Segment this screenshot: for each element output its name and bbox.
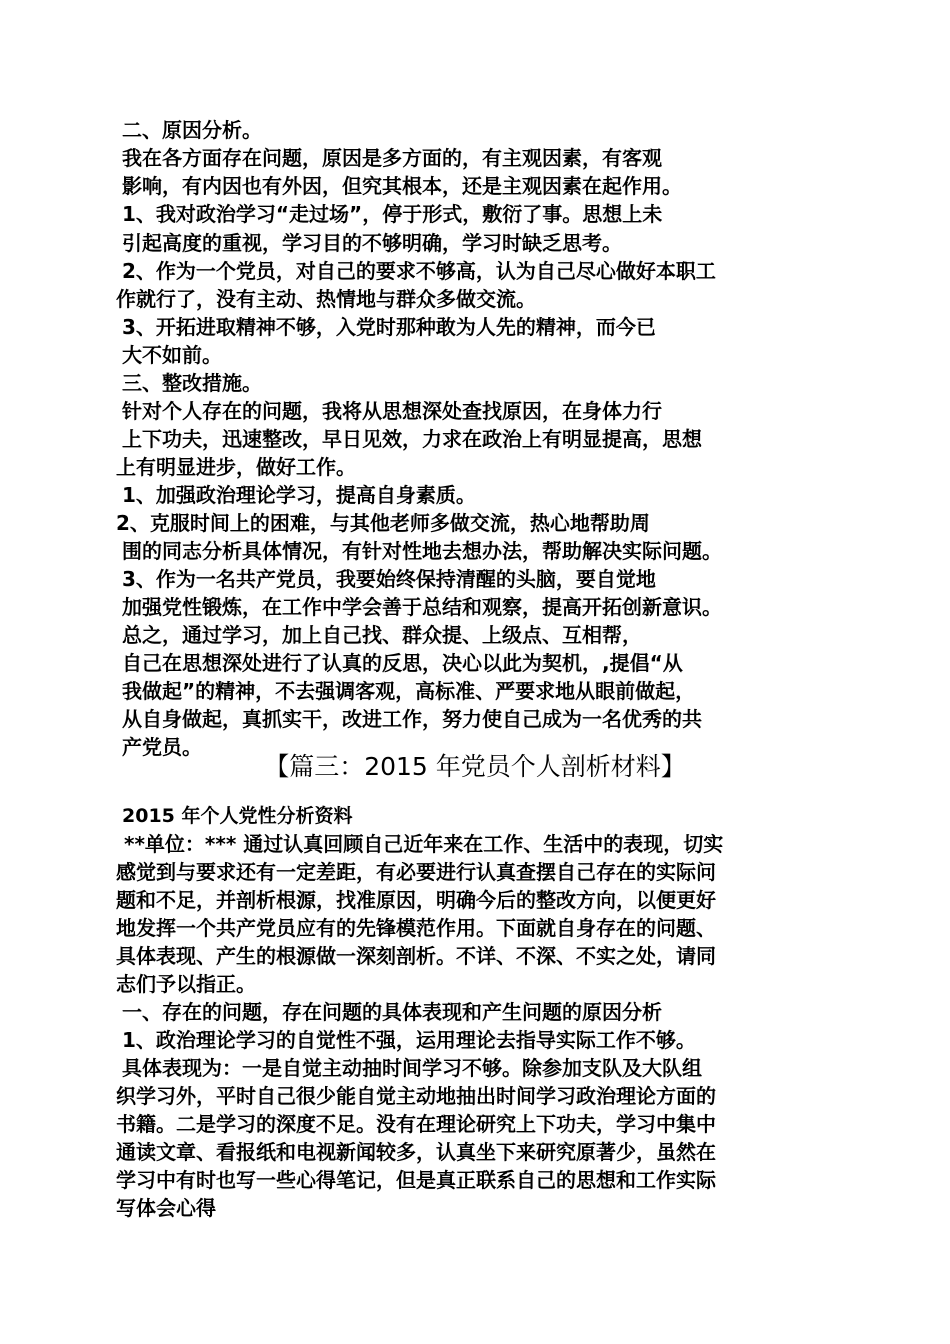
text-line: 大不如前。 [122, 343, 222, 367]
text-line: 具体表现、产生的根源做一深刻剖析。不详、不深、不实之处，请同 [116, 944, 716, 968]
text-line: 从自身做起，真抓实干，改进工作，努力使自己成为一名优秀的共 [122, 707, 702, 731]
heading-problems: 一、存在的问题，存在问题的具体表现和产生问题的原因分析 [122, 1000, 662, 1024]
text-line: 加强党性锻炼，在工作中学会善于总结和观察，提高开拓创新意识。 [122, 595, 722, 619]
text-line: **单位：*** 通过认真回顾自己近年来在工作、生活中的表现，切实 [124, 832, 724, 856]
text-line: 我做起”的精神，不去强调客观，高标准、严要求地从眼前做起， [122, 679, 696, 703]
text-line: 感觉到与要求还有一定差距，有必要进行认真查摆自己存在的实际问 [116, 860, 716, 884]
heading-cause-analysis: 二、原因分析。 [122, 118, 262, 142]
text-line: 学习中有时也写一些心得笔记，但是真正联系自己的思想和工作实际 [116, 1168, 716, 1192]
text-line: 通读文章、看报纸和电视新闻较多，认真坐下来研究原著少，虽然在 [116, 1140, 716, 1164]
heading-rectification: 三、整改措施。 [122, 371, 262, 395]
text-line: 自己在思想深处进行了认真的反思，决心以此为契机，,提倡“从 [122, 651, 683, 675]
text-line: 上下功夫，迅速整改，早日见效，力求在政治上有明显提高，思想 [122, 427, 702, 451]
text-line: 作就行了，没有主动、热情地与群众多做交流。 [116, 287, 536, 311]
text-line: 2、作为一个党员，对自己的要求不够高，认为自己尽心做好本职工 [122, 259, 716, 283]
text-line: 影响，有内因也有外因，但究其根本，还是主观因素在起作用。 [122, 174, 682, 198]
text-line: 3、开拓进取精神不够，入党时那种敢为人先的精神，而今已 [122, 315, 656, 339]
text-line: 1、加强政治理论学习，提高自身素质。 [122, 483, 476, 507]
text-line: 书籍。二是学习的深度不足。没有在理论研究上下功夫，学习中集中 [116, 1112, 716, 1136]
text-line: 1、政治理论学习的自觉性不强，运用理论去指导实际工作不够。 [122, 1028, 696, 1052]
text-line: 题和不足，并剖析根源，找准原因，明确今后的整改方向，以便更好 [116, 888, 716, 912]
text-line: 1、我对政治学习“走过场”，停于形式，敷衍了事。思想上未 [122, 202, 663, 226]
text-line: 针对个人存在的问题，我将从思想深处查找原因，在身体力行 [122, 399, 662, 423]
text-line: 产党员。 [122, 735, 202, 759]
text-line: 地发挥一个共产党员应有的先锋模范作用。下面就自身存在的问题、 [116, 916, 716, 940]
text-line: 总之，通过学习，加上自己找、群众提、上级点、互相帮， [122, 623, 642, 647]
text-line: 上有明显进步，做好工作。 [116, 455, 356, 479]
text-line: 我在各方面存在问题，原因是多方面的，有主观因素，有客观 [122, 146, 662, 170]
text-line: 2、克服时间上的困难，与其他老师多做交流，热心地帮助周 [116, 511, 650, 535]
text-line: 3、作为一名共产党员，我要始终保持清醒的头脑，要自觉地 [122, 567, 656, 591]
text-line: 引起高度的重视，学习目的不够明确，学习时缺乏思考。 [122, 231, 622, 255]
text-line: 志们予以指正。 [116, 972, 256, 996]
subtitle: 2015 年个人党性分析资料 [122, 805, 353, 827]
text-line: 围的同志分析具体情况，有针对性地去想办法，帮助解决实际问题。 [122, 539, 722, 563]
text-line: 具体表现为：一是自觉主动抽时间学习不够。除参加支队及大队组 [122, 1056, 702, 1080]
text-line: 织学习外，平时自己很少能自觉主动地抽出时间学习政治理论方面的 [116, 1084, 716, 1108]
text-line: 写体会心得 [116, 1196, 216, 1220]
section-title: 【篇三：2015 年党员个人剖析材料】 [264, 752, 686, 781]
